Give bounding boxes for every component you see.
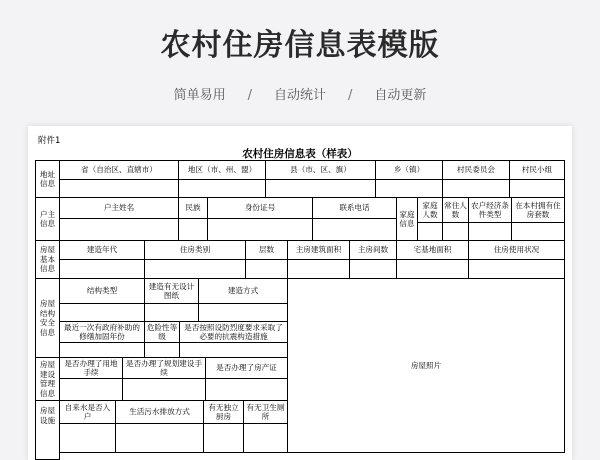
id-number-value: [207, 218, 313, 241]
property-cert-header: 是否办理了房产证: [205, 357, 288, 379]
phone-header: 联系电话: [312, 197, 397, 219]
page-title: 农村住房信息表模版: [160, 28, 440, 63]
tap-water-value: [59, 423, 116, 453]
house-photo-area: 房屋照片: [287, 278, 565, 453]
owner-name-value: [59, 218, 179, 241]
structure-type-header: 结构类型: [59, 278, 145, 304]
usage-value: [468, 259, 565, 279]
province-header: 省（自治区、直辖市）: [59, 160, 179, 180]
land-use-value: [59, 378, 123, 401]
county-header: 县（市、区、旗）: [265, 160, 376, 180]
planning-permit-header: 是否办理了规划建设手续: [122, 357, 206, 379]
building-area-value: [287, 259, 350, 279]
id-number-header: 身份证号: [207, 197, 313, 219]
danger-level-value: [144, 342, 180, 358]
economy-type-value: [468, 222, 512, 241]
house-count-value: [511, 222, 565, 241]
facilities-section-label: 房屋设施: [35, 400, 60, 460]
homestead-area-value: [396, 259, 469, 279]
tag-separator: /: [247, 88, 252, 103]
form-preview-sheet: [28, 126, 572, 460]
toilet-value: [243, 423, 288, 453]
residents-header: 常住人数: [442, 197, 469, 223]
toilet-header: 有无卫生厕所: [243, 400, 288, 424]
floors-value: [245, 259, 288, 279]
structure-type-value: [59, 303, 145, 322]
city-header: 地区（市、州、盟）: [178, 160, 266, 180]
structure-section-label: 房屋结构安全信息: [35, 278, 60, 358]
build-year-value: [59, 259, 145, 279]
planning-permit-value: [122, 378, 206, 401]
house-count-header: 在本村拥有住房套数: [511, 197, 565, 223]
house-basic-section-label: 房屋基本信息: [35, 240, 60, 279]
kitchen-value: [203, 423, 244, 453]
tag-separator: /: [348, 88, 353, 103]
tag-update: 自动更新: [374, 88, 427, 103]
county-value: [265, 179, 376, 198]
economy-type-header: 农户经济条件类型: [468, 197, 512, 223]
feature-tags: [0, 84, 600, 103]
family-size-value: [417, 222, 443, 241]
tap-water-header: 自来水是否入户: [59, 400, 116, 424]
rooms-value: [349, 259, 397, 279]
family-size-header: 家庭人数: [417, 197, 443, 223]
form-title: 农村住房信息表（样表）: [242, 148, 358, 160]
sewage-header: 生活污水排放方式: [115, 400, 204, 424]
property-cert-value: [205, 378, 288, 401]
danger-level-header: 危险性等级: [144, 321, 180, 343]
seismic-measures-header: 是否按照设防烈度要求采取了必要的抗震构造措施: [179, 321, 288, 343]
reinforcement-year-value: [59, 342, 145, 358]
village-committee-header: 村民委员会: [442, 160, 510, 180]
address-section-label: 地址信息: [35, 160, 60, 198]
village-committee-value: [442, 179, 510, 198]
design-drawings-header: 建造有无设计图纸: [144, 278, 199, 304]
city-value: [178, 179, 266, 198]
construction-mgmt-section-label: 房屋建设管理信息: [35, 357, 60, 401]
township-value: [375, 179, 443, 198]
village-group-value: [509, 179, 565, 198]
usage-header: 住房使用状况: [468, 240, 565, 260]
attachment-label: 附件1: [38, 136, 61, 146]
house-type-value: [144, 259, 246, 279]
tag-stats: 自动统计: [273, 88, 326, 103]
kitchen-header: 有无独立厨房: [203, 400, 244, 424]
reinforcement-year-header: 最近一次有政府补助的修缮加固年份: [59, 321, 145, 343]
ethnicity-value: [178, 218, 208, 241]
house-type-header: 住房类别: [144, 240, 246, 260]
ethnicity-header: 民族: [178, 197, 208, 219]
township-header: 乡（镇）: [375, 160, 443, 180]
homestead-area-header: 宅基地面积: [396, 240, 469, 260]
tag-easy: 简单易用: [173, 88, 226, 103]
build-method-value: [198, 303, 288, 322]
land-use-header: 是否办理了用地手续: [59, 357, 123, 379]
seismic-measures-value: [179, 342, 288, 358]
build-year-header: 建造年代: [59, 240, 145, 260]
phone-value: [312, 218, 397, 241]
floors-header: 层数: [245, 240, 288, 260]
build-method-header: 建造方式: [198, 278, 288, 304]
family-section-label: 家庭信息: [396, 197, 418, 241]
sewage-value: [115, 423, 204, 453]
residents-value: [442, 222, 469, 241]
rooms-header: 主房间数: [349, 240, 397, 260]
building-area-header: 主房建筑面积: [287, 240, 350, 260]
design-drawings-value: [144, 303, 199, 322]
owner-section-label: 户主信息: [35, 197, 60, 241]
province-value: [59, 179, 179, 198]
village-group-header: 村民小组: [509, 160, 565, 180]
owner-name-header: 户主姓名: [59, 197, 179, 219]
